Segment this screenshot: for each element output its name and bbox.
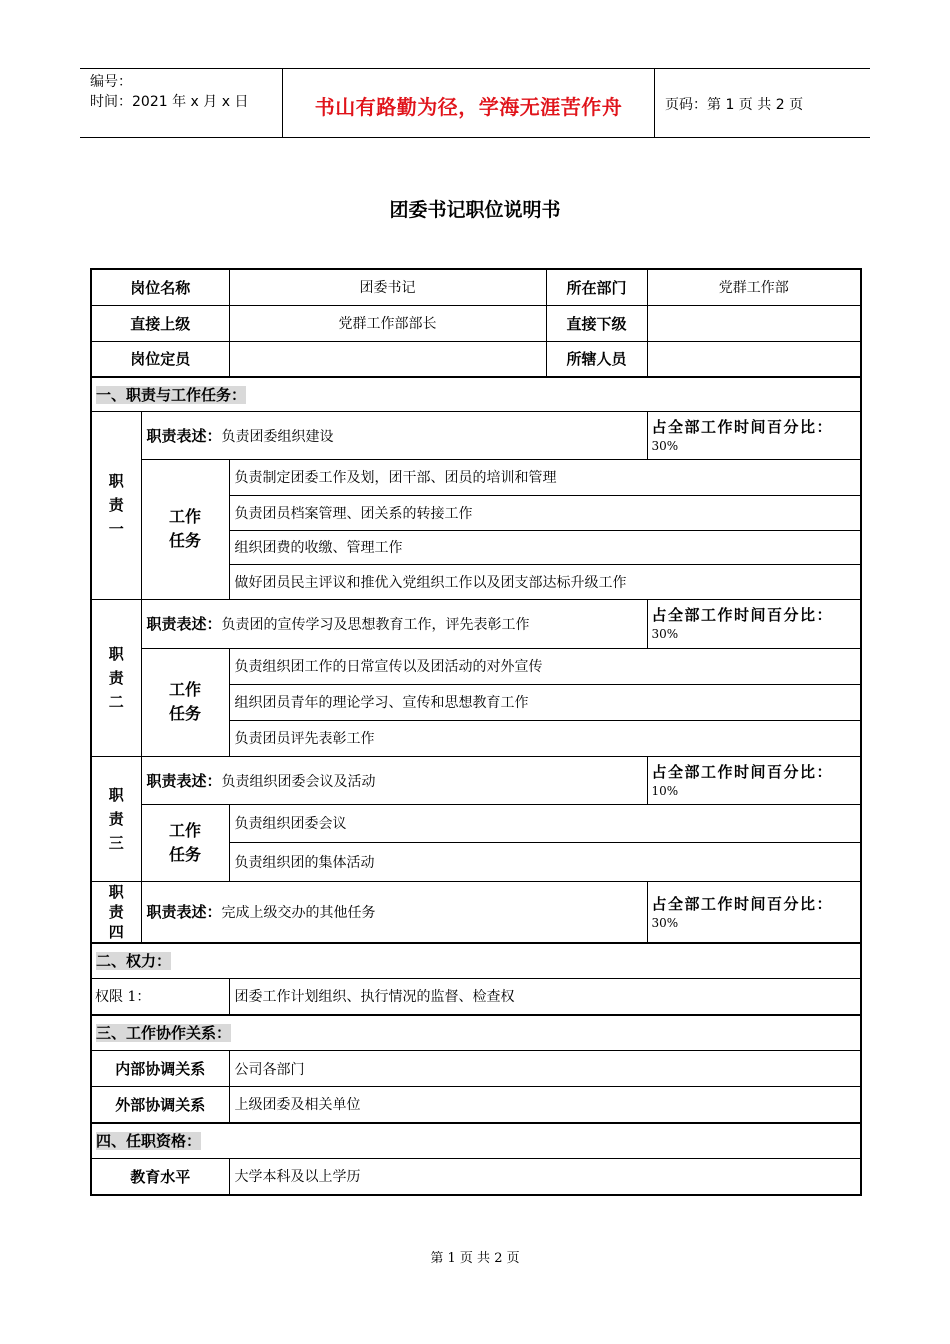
staff-label: 所辖人员	[546, 341, 647, 377]
duty-percentage: 占全部工作时间百分比： 30%	[647, 881, 861, 943]
header-divider	[654, 69, 655, 137]
duty-label: 职 责 三	[91, 756, 141, 881]
task-item: 负责制定团委工作及划，团干部、团员的培训和管理	[229, 459, 861, 495]
task-item: 组织团员青年的理论学习、宣传和思想教育工作	[229, 684, 861, 720]
education-label: 教育水平	[91, 1159, 229, 1195]
duty-label: 职 责 一	[91, 411, 141, 599]
authority-value: 团委工作计划组织、执行情况的监督、检查权	[229, 979, 861, 1015]
relation-row	[91, 1087, 861, 1123]
relation-row	[91, 1051, 861, 1087]
duty-row	[91, 411, 861, 459]
task-label: 工作 任务	[141, 459, 229, 599]
document-title: 团委书记职位说明书	[389, 199, 561, 221]
staff-value	[647, 341, 861, 377]
duty-description: 职责表述：负责团委组织建设	[141, 411, 647, 459]
basic-row	[91, 305, 861, 341]
task-row	[91, 804, 861, 842]
subordinate-label: 直接下级	[546, 305, 647, 341]
authority-label: 权限 1：	[91, 979, 229, 1015]
task-item: 做好团员民主评议和推优入党组织工作以及团支部达标升级工作	[229, 564, 861, 599]
superior-label: 直接上级	[91, 305, 229, 341]
section-header	[91, 1015, 861, 1051]
position-name-value: 团委书记	[229, 269, 546, 305]
task-item: 负责组织团工作的日常宣传以及团活动的对外宣传	[229, 648, 861, 684]
task-label: 工作 任务	[141, 648, 229, 756]
task-item: 组织团费的收缴、管理工作	[229, 530, 861, 564]
task-item: 负责组织团委会议	[229, 804, 861, 842]
section-title: 四、任职资格：	[96, 1132, 202, 1151]
education-value: 大学本科及以上学历	[229, 1159, 861, 1195]
section-header	[91, 377, 861, 411]
section-header	[91, 943, 861, 979]
external-relation-label: 外部协调关系	[91, 1087, 229, 1123]
position-name-label: 岗位名称	[91, 269, 229, 305]
section-title: 一、职责与工作任务：	[96, 385, 247, 404]
internal-relation-label: 内部协调关系	[91, 1051, 229, 1087]
external-relation-value: 上级团委及相关单位	[229, 1087, 861, 1123]
duty-percentage: 占全部工作时间百分比： 30%	[647, 599, 861, 648]
task-item: 负责团员评先表彰工作	[229, 720, 861, 756]
header-motto: 书山有路勤为径，学海无涯苦作舟	[314, 95, 623, 119]
duty-row	[91, 881, 861, 943]
duty-row	[91, 599, 861, 648]
job-description-table	[90, 268, 860, 1196]
header-info	[90, 72, 248, 112]
headcount-value	[229, 341, 546, 377]
task-item: 负责团员档案管理、团关系的转接工作	[229, 495, 861, 530]
department-value: 党群工作部	[647, 269, 861, 305]
qualification-row	[91, 1159, 861, 1195]
duty-description: 职责表述：负责组织团委会议及活动	[141, 756, 647, 804]
header-page-number: 页码：第 1 页 共 2 页	[665, 97, 804, 113]
duty-percentage: 占全部工作时间百分比： 10%	[647, 756, 861, 804]
task-item: 负责组织团的集体活动	[229, 842, 861, 881]
duty-description: 职责表述：负责团的宣传学习及思想教育工作，评先表彰工作	[141, 599, 647, 648]
section-title: 三、工作协作关系：	[96, 1024, 232, 1043]
superior-value: 党群工作部部长	[229, 305, 546, 341]
duty-label: 职 责 二	[91, 599, 141, 756]
document-time: 时间：2021 年 x 月 x 日	[90, 94, 249, 110]
document-number: 编号：	[90, 74, 132, 90]
basic-row	[91, 341, 861, 377]
basic-row	[91, 269, 861, 305]
duty-row	[91, 756, 861, 804]
section-title: 二、权力：	[96, 952, 172, 971]
page-footer: 第 1 页 共 2 页	[430, 1251, 520, 1266]
page-header	[80, 68, 870, 138]
authority-row	[91, 979, 861, 1015]
subordinate-value	[647, 305, 861, 341]
duty-percentage: 占全部工作时间百分比： 30%	[647, 411, 861, 459]
section-header	[91, 1123, 861, 1159]
task-row	[91, 648, 861, 684]
duty-description: 职责表述：完成上级交办的其他任务	[141, 881, 647, 943]
department-label: 所在部门	[546, 269, 647, 305]
headcount-label: 岗位定员	[91, 341, 229, 377]
internal-relation-value: 公司各部门	[229, 1051, 861, 1087]
task-label: 工作 任务	[141, 804, 229, 881]
duty-label: 职 责 四	[91, 881, 141, 943]
task-row	[91, 459, 861, 495]
